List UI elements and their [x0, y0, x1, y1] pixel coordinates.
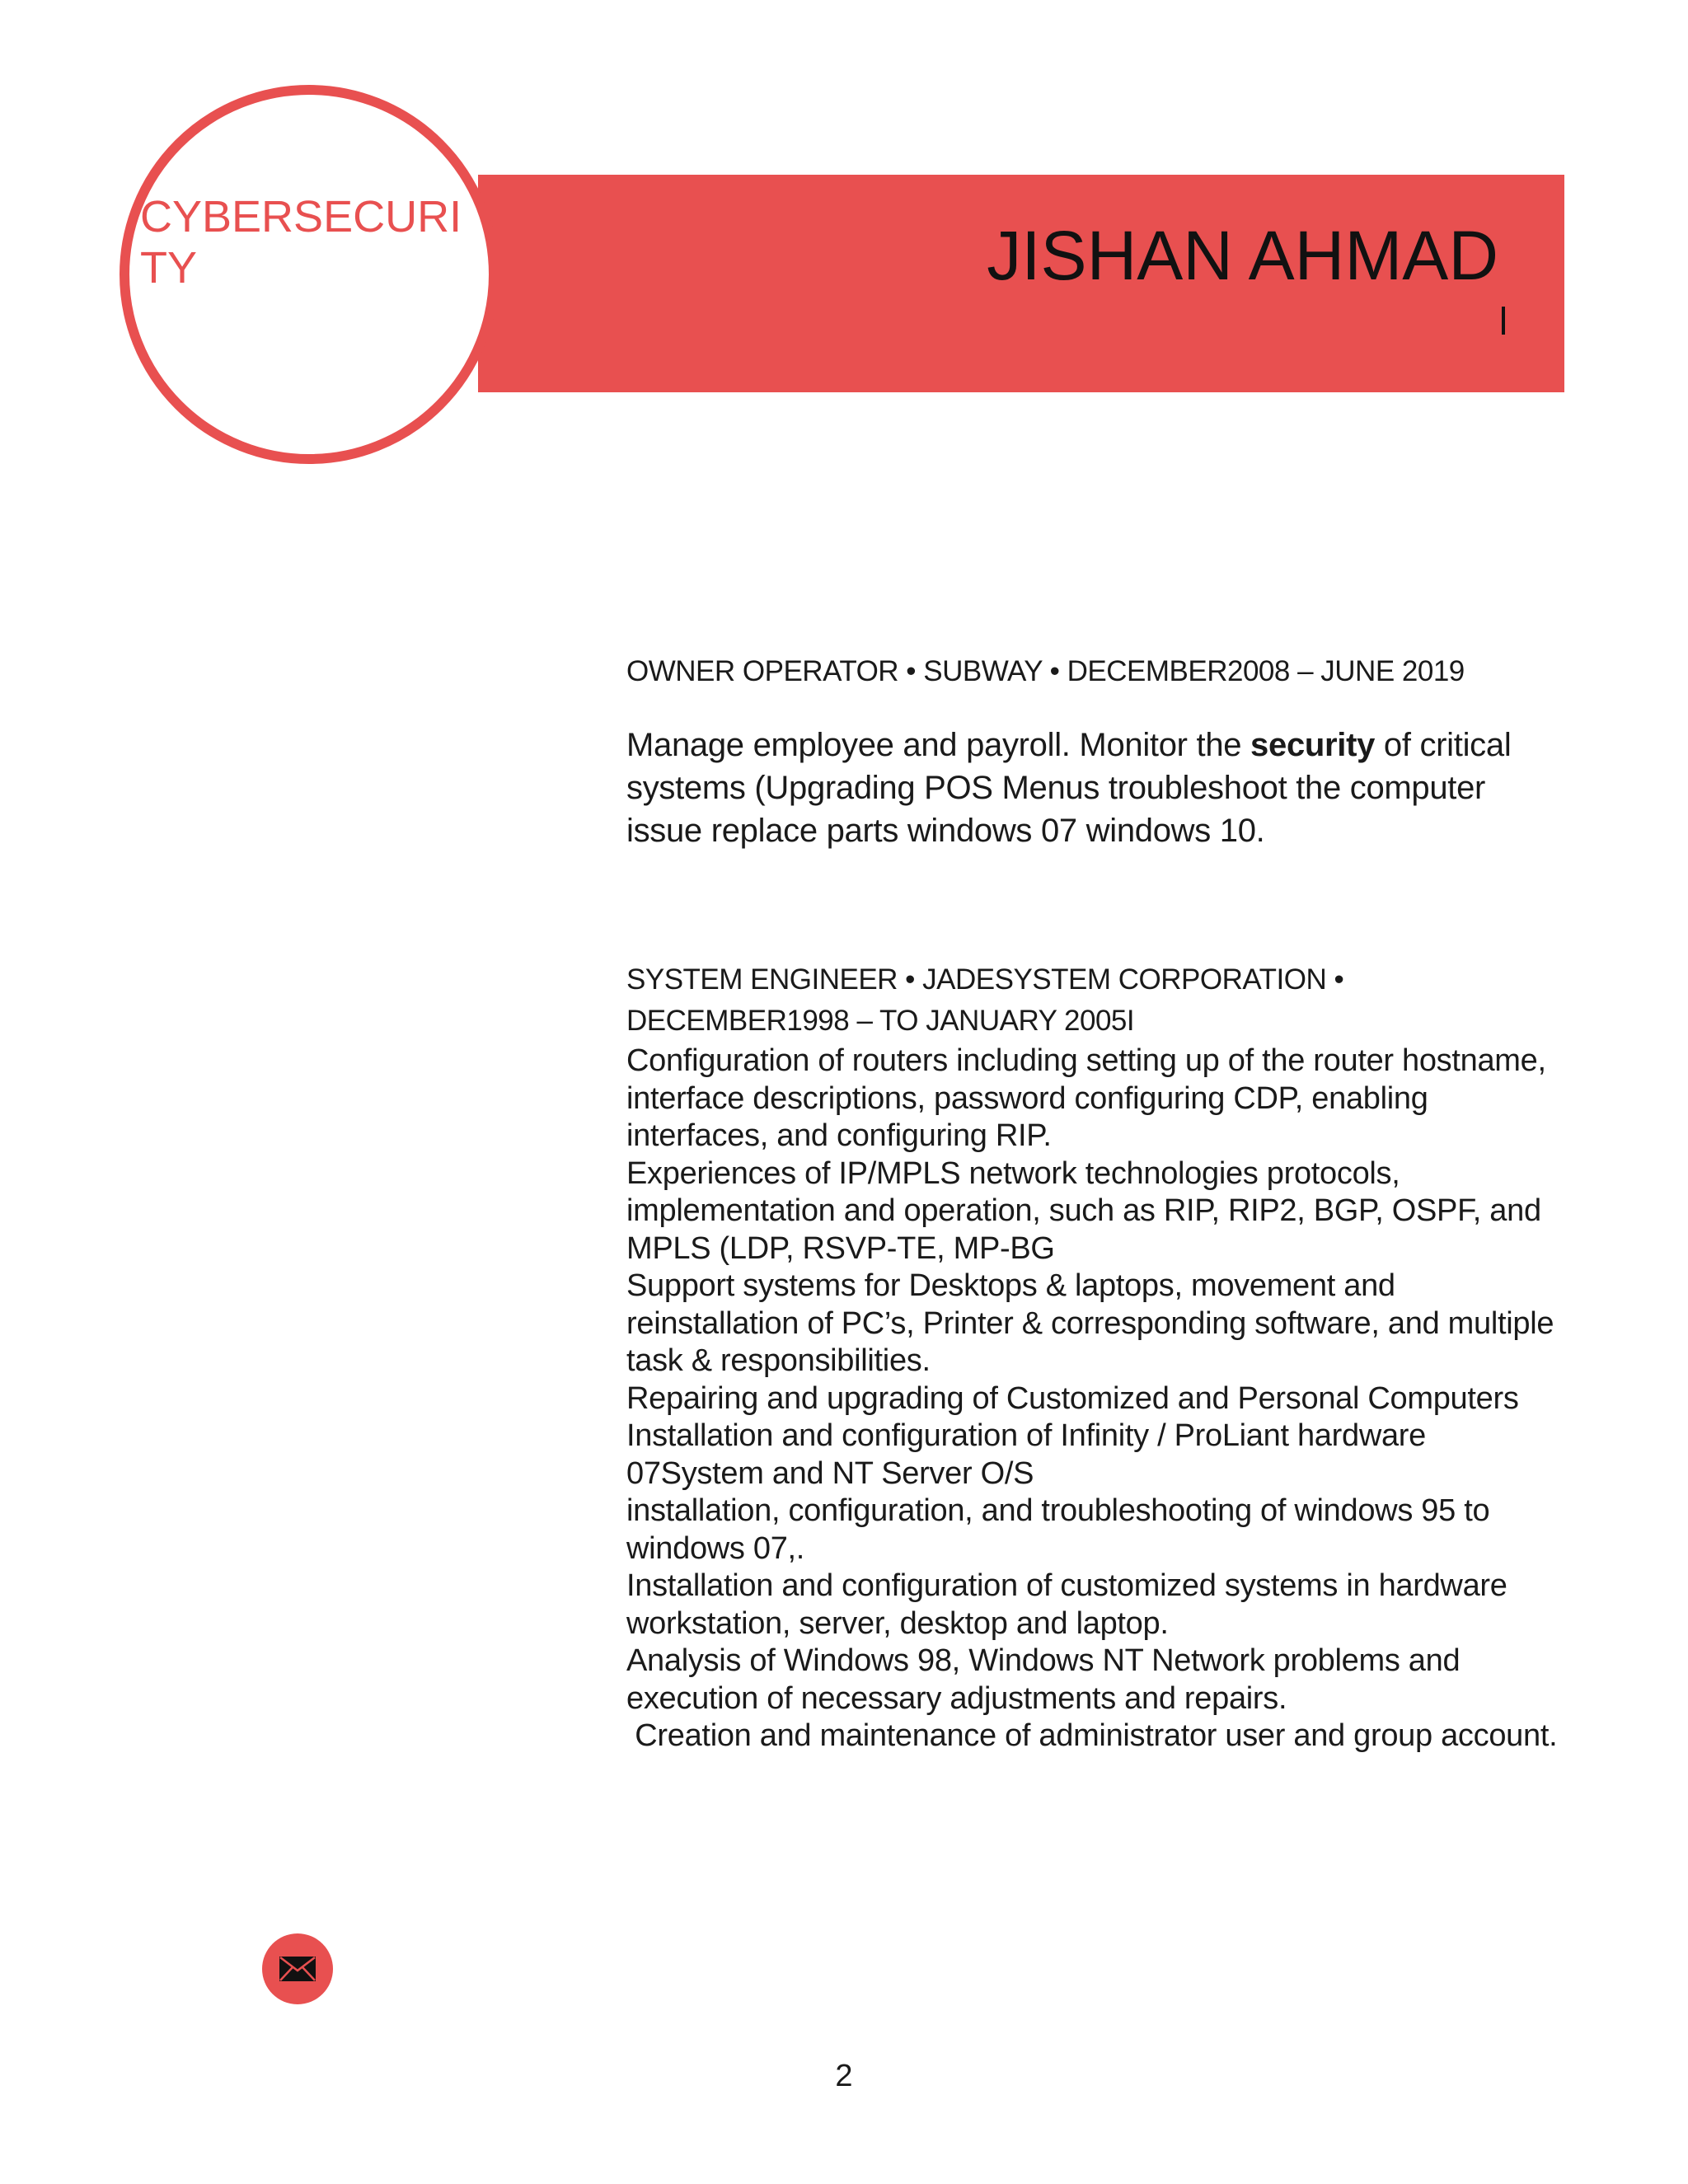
job1-heading: OWNER OPERATOR • SUBWAY • DECEMBER2008 – JUNE 2019 [626, 655, 1465, 687]
job1-desc-bold: security [1250, 727, 1376, 763]
circle-title: CYBERSECURITY [140, 192, 462, 293]
duty-item: Installation and configuration of customized systems in hardware workstation, server, desktop and laptop. [626, 1568, 1507, 1641]
job1-desc-text-after: of critical systems (Upgrading POS Menus troubleshoot the computer issue replace parts windows 07 windows 10. [626, 727, 1512, 849]
job2-duties [626, 1043, 1566, 1755]
job2-heading-line1: SYSTEM ENGINEER • JADESYSTEM CORPORATION • [626, 963, 1344, 996]
candidate-name: JISHAN AHMAD [987, 217, 1498, 294]
job2-heading [626, 959, 1566, 1042]
page-number: 2 [835, 2059, 853, 2093]
duty-item: Analysis of Windows 98, Windows NT Network problems and execution of necessary adjustments and repairs. [626, 1643, 1461, 1716]
duty-item: Support systems for Desktops & laptops, movement and reinstallation of PC’s, Printer & corresponding software, and multiple task & responsibilities. [626, 1268, 1554, 1378]
envelope-icon [279, 1957, 316, 1981]
duty-item: Installation and configuration of Infinity / ProLiant hardware 07System and NT Server O/S [626, 1418, 1426, 1491]
job2-heading-line2: DECEMBER1998 – TO JANUARY 2005I [626, 1005, 1135, 1037]
name-divider [1502, 307, 1505, 335]
duty-item: Configuration of routers including setting up of the router hostname, interface descriptions, password configuring CDP, enabling interfaces, and configuring RIP. [626, 1043, 1546, 1153]
job1-description [626, 724, 1566, 852]
duty-item: Experiences of IP/MPLS network technologies protocols, implementation and operation, such as RIP, RIP2, BGP, OSPF, and MPLS (LDP, RSVP-TE, MP-BG [626, 1155, 1541, 1266]
email-button[interactable] [262, 1933, 333, 2004]
job1-desc-text-before: Manage employee and payroll. Monitor the [626, 727, 1251, 763]
duty-item: Repairing and upgrading of Customized and Personal Computers [626, 1380, 1519, 1416]
duty-item: Creation and maintenance of administrator user and group account. [626, 1718, 1558, 1753]
duty-item: installation, configuration, and troubleshooting of windows 95 to windows 07,. [626, 1493, 1490, 1566]
